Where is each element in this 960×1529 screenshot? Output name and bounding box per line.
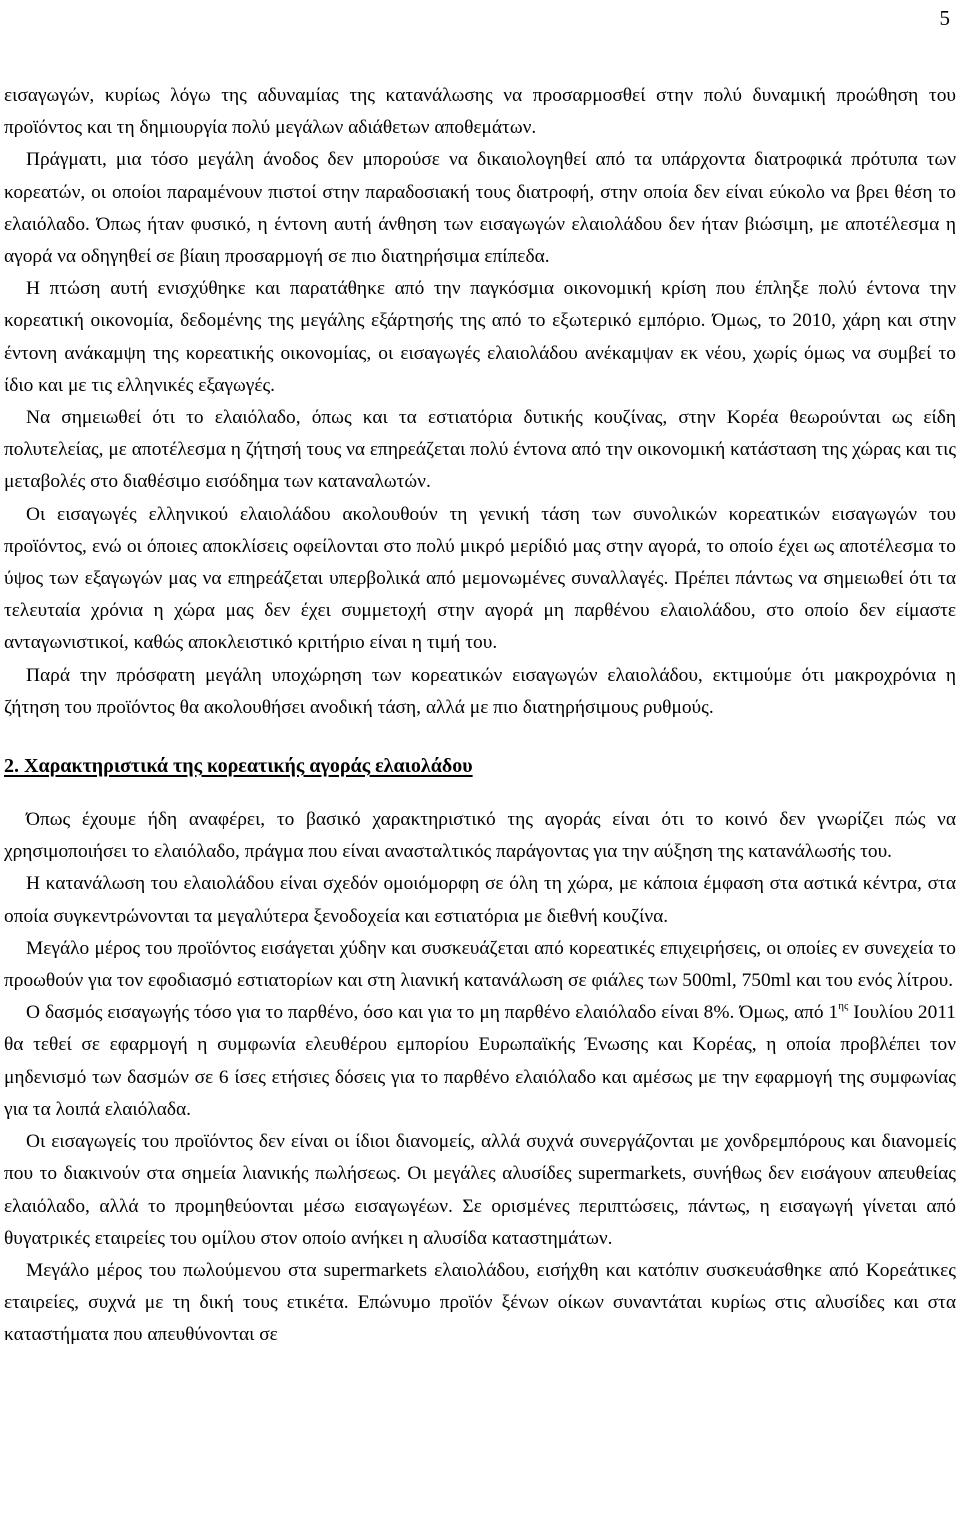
section-title: Χαρακτηριστικά της κορεατικής αγοράς ελαιολάδου xyxy=(24,755,473,778)
paragraph-greek-imports: Οι εισαγωγές ελληνικού ελαιολάδου ακολουθούν τη γενική τάση των συνολικών κορεατικών εισαγωγών του προϊόντος, ενώ οι όποιες αποκλίσεις οφείλονται στο πολύ μικρό μερίδιό μας στην αγορά, το οποίο έχει ως αποτέλεσμα το ύψος των εξαγωγών μας να επηρεάζεται υπερβολικά από μεμονωμένες συναλλαγές. Πρέπει πάντως να σημειωθεί ότι τα τελευταία χρόνια η χώρα μας δεν έχει συμμετοχή στην αγορά μη παρθένου ελαιολάδου, στο οποίο δεν είμαστε ανταγωνιστικοί, καθώς αποκλειστικό κριτήριο είναι η τιμή του. xyxy=(4,503,956,654)
paragraph-outlook: Παρά την πρόσφατη μεγάλη υποχώρηση των κορεατικών εισαγωγών ελαιολάδου, εκτιμούμε ότι μακροχρόνια η ζήτηση του προϊόντος θα ακολουθήσει ανοδική τάση, αλλά με πιο διατηρήσιμους ρυθμούς. xyxy=(4,664,956,718)
paragraph-bulk-import: Μεγάλο μέρος του προϊόντος εισάγεται χύδην και συσκευάζεται από κορεατικές επιχειρήσεις, οι οποίες εν συνεχεία το προωθούν για τον εφοδιασμό εστιατορίων και στη λιανική κατανάλωση σε φιάλες των 500ml, 750ml και του ενός λίτρου. xyxy=(4,937,956,992)
paragraph-diet-patterns: Πράγματι, μια τόσο μεγάλη άνοδος δεν μπορούσε να δικαιολογηθεί από τα υπάρχοντα διατροφικά πρότυπα των κορεατών, οι οποίοι παραμένουν πιστοί στην παραδοσιακή τους διατροφή, στην οποία δεν είναι εύκολο να βρει θέση το ελαιόλαδο. Όπως ήταν φυσικό, η έντονη αυτή άνθηση των εισαγωγών ελαιολάδου δεν ήταν βιώσιμη, με αποτέλεσμα η αγορά να οδηγηθεί σε βίαιη προσαρμογή σε πιο διατηρήσιμα επίπεδα. xyxy=(4,149,956,268)
paragraph-tariff xyxy=(4,997,956,1126)
paragraph-consumption: Η κατανάλωση του ελαιολάδου είναι σχεδόν ομοιόμορφη σε όλη τη χώρα, με κάποια έμφαση στα αστικά κέντρα, στα οποία συγκεντρώνονται τα μεγαλύτερα ξενοδοχεία και εστιατόρια με διεθνή κουζίνα. xyxy=(4,873,956,927)
section-number: 2. xyxy=(4,755,19,778)
document-body xyxy=(4,80,956,1352)
page-number: 5 xyxy=(939,6,950,30)
paragraph-supermarkets: Μεγάλο μέρος του πωλούμενου στα supermarkets ελαιολάδου, εισήχθη και κατόπιν συσκευάσθηκε από Κορεάτικες εταιρείες, συχνά με τη δική τους ετικέτα. Επώνυμο προϊόν ξένων οίκων συναντάται κυρίως στις αλυσίδες και στα καταστήματα που απευθύνονται σε xyxy=(4,1259,956,1346)
paragraph-market-feature: Όπως έχουμε ήδη αναφέρει, το βασικό χαρακτηριστικό της αγοράς είναι ότι το κοινό δεν γνωρίζει πώς να χρησιμοποιήσει το ελαιόλαδο, πράγμα που είναι ανασταλτικός παράγοντας για την αύξηση της κατανάλωσής του. xyxy=(4,809,956,863)
paragraph-luxury-goods: Να σημειωθεί ότι το ελαιόλαδο, όπως και τα εστιατόρια δυτικής κουζίνας, στην Κορέα θεωρούνται ως είδη πολυτελείας, με αποτέλεσμα η ζήτησή τους να επηρεάζεται πολύ έντονα από την οικονομική κατάσταση της χώρας και τις μεταβολές στο διαθέσιμο εισόδημα των καταναλωτών. xyxy=(4,407,956,493)
tariff-text-part2: Ιουλίου 2011 θα τεθεί σε εφαρμογή η συμφωνία ελευθέρου εμπορίου Ευρωπαϊκής Ένωσης και Κορέας, η οποία προβλέπει τον μηδενισμό των δασμών σε 6 ίσες ετήσιες δόσεις για το παρθένο ελαιόλαδο και αμέσως με την εφαρμογή της συμφωνίας για τα λοιπά ελαιόλαδα. xyxy=(4,1002,956,1120)
paragraph-distribution: Οι εισαγωγείς του προϊόντος δεν είναι οι ίδιοι διανομείς, αλλά συχνά συνεργάζονται με χονδρεμπόρους και διανομείς που το διακινούν στα σημεία λιανικής πωλήσεως. Οι μεγάλες αλυσίδες supermarkets, συνήθως δεν εισάγουν απευθείας ελαιόλαδο, αλλά το προμηθεύονται μέσω εισαγωγέων. Σε ορισμένες περιπτώσεις, πάντως, η εισαγωγή γίνεται από θυγατρικές εταιρείες του ομίλου στον οποίο ανήκει η αλυσίδα καταστημάτων. xyxy=(4,1131,956,1249)
ordinal-superscript: ης xyxy=(838,1000,849,1013)
paragraph-continuation: εισαγωγών, κυρίως λόγω της αδυναμίας της κατανάλωσης να προσαρμοσθεί στην πολύ δυναμική προώθηση του προϊόντος και τη δημιουργία πολύ μεγάλων αδιάθετων αποθεμάτων. xyxy=(4,85,956,139)
paragraph-economic-crisis: Η πτώση αυτή ενισχύθηκε και παρατάθηκε από την παγκόσμια οικονομική κρίση που έπληξε πολύ έντονα την κορεατική οικονομία, δεδομένης της μεγάλης εξάρτησής της από το εξωτερικό εμπόριο. Όμως, το 2010, χάρη και στην έντονη ανάκαμψη της κορεατικής οικονομίας, οι εισαγωγές ελαιολάδου ανέκαμψαν εκ νέου, χωρίς όμως να συμβεί το ίδιο και με τις ελληνικές εξαγωγές. xyxy=(4,278,956,396)
section-heading xyxy=(4,750,956,782)
tariff-text-part1: Ο δασμός εισαγωγής τόσο για το παρθένο, όσο και για το μη παρθένο ελαιόλαδο είναι 8%. Όμως, από 1 xyxy=(26,1002,839,1024)
